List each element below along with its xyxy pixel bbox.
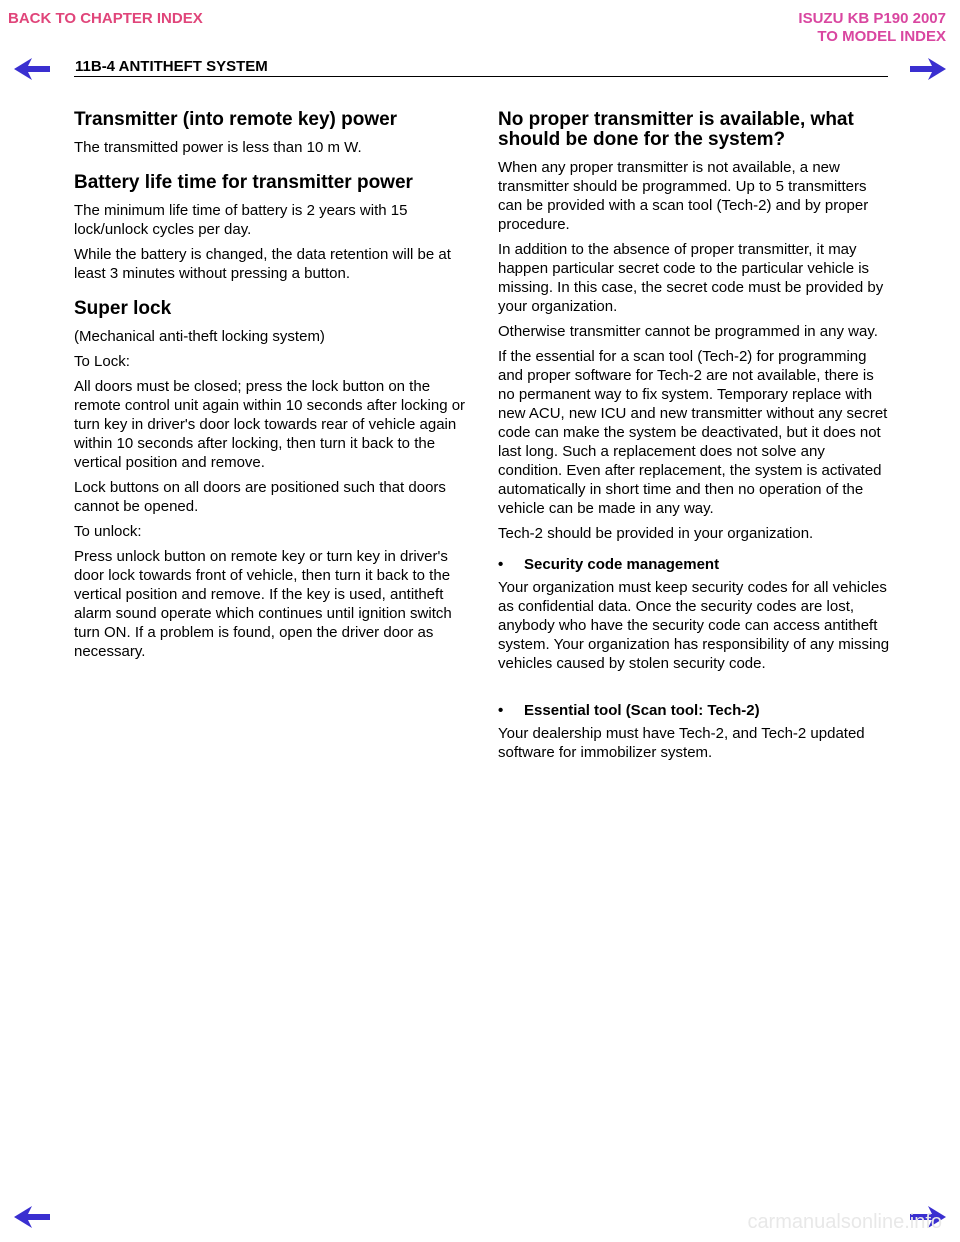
- paragraph: To unlock:: [74, 523, 142, 540]
- paragraph: When any proper transmitter is not available, a new transmitter should be programmed. Up to 5 transmitters can be provided with a scan tool (Tech-2) and by proper procedure.: [498, 159, 869, 233]
- paragraph: (Mechanical anti-theft locking system): [74, 328, 325, 345]
- to-model-index-label: TO MODEL INDEX: [817, 28, 946, 45]
- heading-no-proper-transmitter: No proper transmitter is available, what should be done for the system?: [498, 109, 854, 150]
- next-page-arrow-icon[interactable]: [910, 58, 946, 80]
- bullet-icon: •: [498, 702, 504, 719]
- paragraph: Lock buttons on all doors are positioned such that doors cannot be opened.: [74, 479, 446, 515]
- paragraph: Your organization must keep security codes for all vehicles as confidential data. Once the security codes are lost, anybody who have the security code can access antitheft system. Your organization has responsibility of any missing vehicles caused by stolen security code.: [498, 579, 890, 672]
- to-model-index-link[interactable]: [798, 10, 946, 46]
- model-title: ISUZU KB P190 2007: [798, 10, 946, 27]
- heading-battery-life: Battery life time for transmitter power: [74, 172, 413, 193]
- paragraph: Press unlock button on remote key or turn key in driver's door lock towards front of vehicle, then turn it back to the vertical position and remove. If the key is used, antitheft alarm sound operate which continues until ignition switch turn ON. If a problem is found, open the driver door as necessary.: [74, 548, 452, 660]
- bullet-label: Essential tool (Scan tool: Tech-2): [524, 702, 760, 719]
- page-header-title: 11B-4 ANTITHEFT SYSTEM: [75, 58, 268, 75]
- paragraph: Tech-2 should be provided in your organization.: [498, 525, 814, 542]
- left-column: [74, 110, 466, 667]
- heading-transmitter-power: Transmitter (into remote key) power: [74, 109, 398, 130]
- paragraph: If the essential for a scan tool (Tech-2) for programming and proper software for Tech-2 are not available, there is no permanent way to fix system. Temporary replace with new ACU, new ICU and new transmitter without any secret code can make the system be deactivated, but it does not last long. Such a replacement does not solve any condition. Even after replacement, the system is activated automatically in short time and then no operation of the vehicle can be made in any way.: [498, 348, 888, 517]
- paragraph: To Lock:: [74, 353, 130, 370]
- watermark: carmanualsonline.info: [747, 1211, 942, 1233]
- bullet-security-code: [498, 555, 890, 574]
- paragraph: The transmitted power is less than 10 m W.: [74, 139, 362, 156]
- paragraph: Otherwise transmitter cannot be programmed in any way.: [498, 323, 878, 340]
- heading-super-lock: Super lock: [74, 298, 172, 319]
- bullet-label: Security code management: [524, 556, 720, 573]
- paragraph: Your dealership must have Tech-2, and Tech-2 updated software for immobilizer system.: [498, 725, 865, 761]
- paragraph: All doors must be closed; press the lock button on the remote control unit again within 10 seconds after locking or turn key in driver's door lock towards rear of vehicle again within 10 seconds after locking, then turn it back to the vertical position and remove.: [74, 378, 466, 471]
- paragraph: While the battery is changed, the data retention will be at least 3 minutes without pressing a button.: [74, 246, 451, 282]
- bullet-essential-tool: [498, 701, 890, 720]
- paragraph: The minimum life time of battery is 2 years with 15 lock/unlock cycles per day.: [74, 202, 408, 238]
- bullet-icon: •: [498, 556, 504, 573]
- paragraph: In addition to the absence of proper transmitter, it may happen particular secret code to the particular vehicle is missing. In this case, the secret code must be provided by your organization.: [498, 241, 884, 315]
- back-to-chapter-index-link[interactable]: BACK TO CHAPTER INDEX: [8, 10, 203, 27]
- right-column: [498, 110, 890, 768]
- prev-page-arrow-icon[interactable]: [14, 58, 50, 80]
- prev-page-arrow-icon[interactable]: [14, 1206, 50, 1228]
- header-divider: [74, 76, 888, 77]
